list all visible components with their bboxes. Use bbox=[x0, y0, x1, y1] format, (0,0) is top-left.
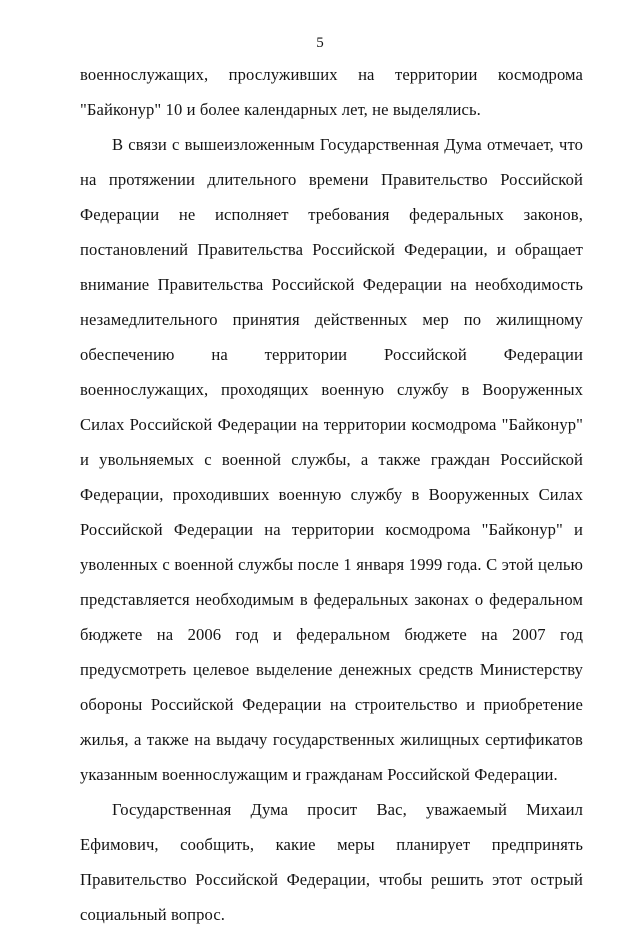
document-body bbox=[80, 57, 583, 932]
paragraph-request: Государственная Дума просит Вас, уважаемый Михаил Ефимович, сообщить, какие меры планирует предпринять Правительство Российской Федерации, чтобы решить этот острый социальный вопрос. bbox=[80, 800, 583, 924]
paragraph-continuation: военнослужащих, прослуживших на территории космодрома "Байконур" 10 и более календарных лет, не выделялись. bbox=[80, 65, 583, 119]
page-number: 5 bbox=[316, 35, 324, 51]
paragraph-duma-statement: В связи с вышеизложенным Государственная Дума отмечает, что на протяжении длительного времени Правительство Российской Федерации не исполняет требования федеральных законов, постановлений Правительства Российской Федерации, и обращает внимание Правительства Российской Федерации на необходимость незамедлительного принятия действенных мер по жилищному обеспечению на территории Российской Федерации военнослужащих, проходящих военную службу в Вооруженных Силах Российской Федерации на территории космодрома "Байконур" и увольняемых с военной службы, а также граждан Российской Федерации, проходивших военную службу в Вооруженных Силах Российской Федерации на территории космодрома "Байконур" и уволенных с военной службы после 1 января 1999 года. С этой целью представляется необходимым в федеральных законах о федеральном бюджете на 2006 год и федеральном бюджете на 2007 год предусмотреть целевое выделение денежных средств Министерству обороны Российской Федерации на строительство и приобретение жилья, а также на выдачу государственных жилищных сертификатов указанным военнослужащим и гражданам Российской Федерации. bbox=[80, 135, 583, 784]
